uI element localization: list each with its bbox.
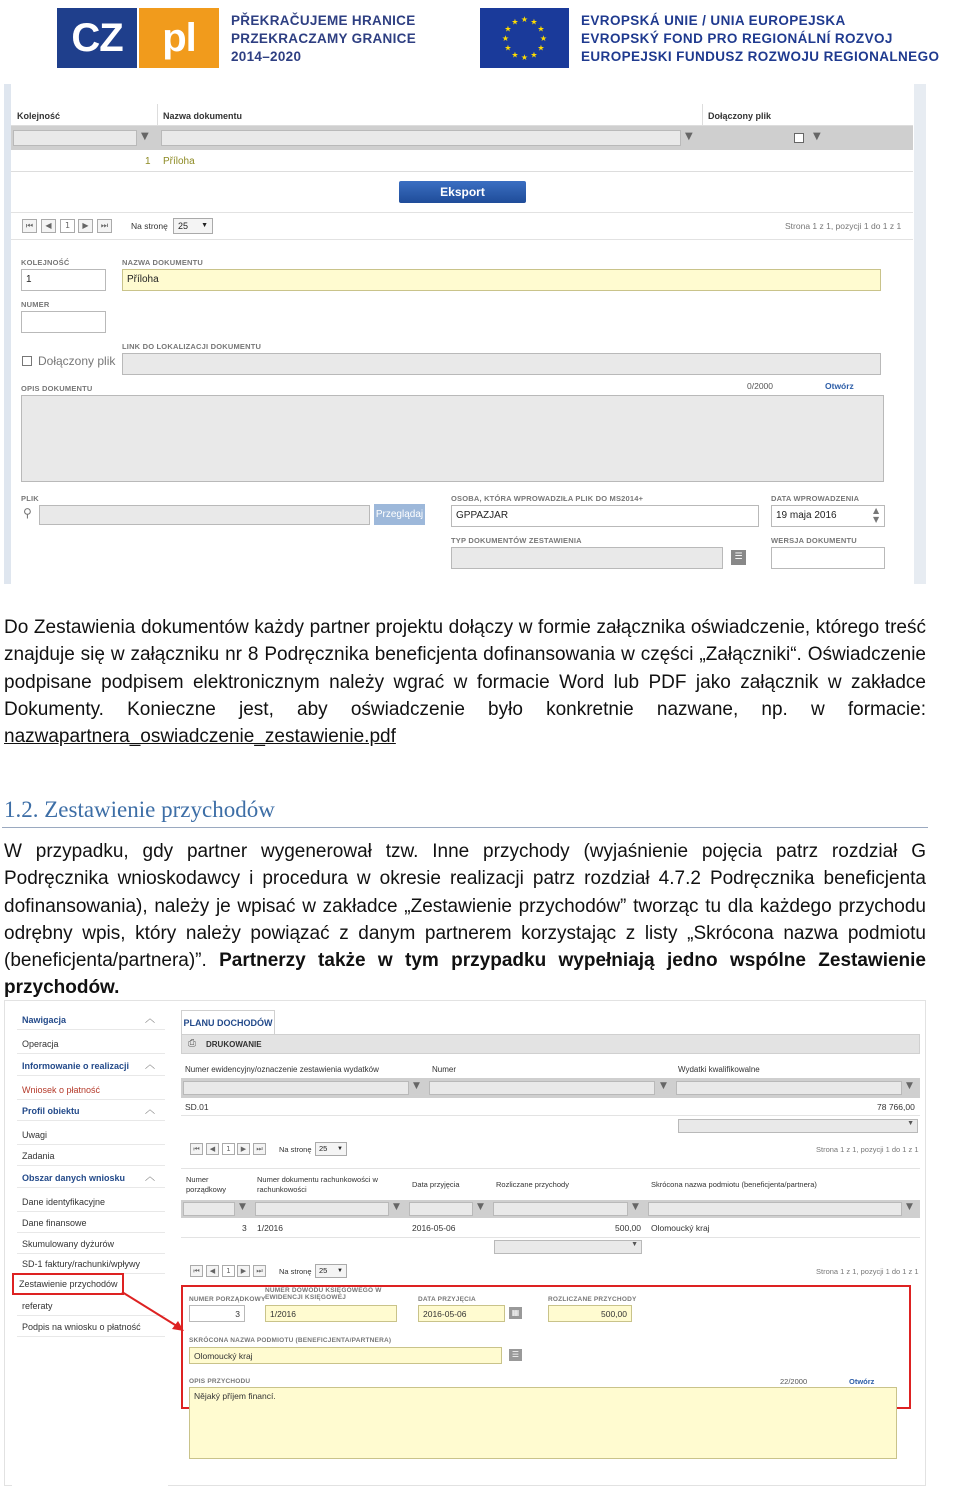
document-name-label: NAZWA DOKUMENTU	[122, 258, 204, 267]
nav-item[interactable]	[17, 1254, 165, 1274]
filter-input[interactable]	[409, 1202, 473, 1216]
settled-income-field[interactable]: 500,00	[548, 1305, 632, 1322]
nav-label: Nawigacja	[22, 1015, 67, 1025]
column-document-name[interactable]: Nazwa dokumentu	[163, 111, 243, 121]
svg-text:★: ★	[504, 24, 512, 34]
partner-name-label: SKRÓCONA NAZWA PODMIOTU (BENEFICJENTA/PARTNERA)	[189, 1337, 392, 1344]
calendar-icon[interactable]: ▦	[509, 1307, 522, 1319]
filter-order-input[interactable]	[13, 130, 137, 146]
nav-label: Operacja	[22, 1039, 59, 1049]
order-number-field[interactable]: 3	[189, 1305, 245, 1322]
prev-page-icon[interactable]: ◀	[206, 1143, 219, 1155]
row-name: Příloha	[163, 156, 195, 167]
filter-icon[interactable]: ▼	[477, 1202, 484, 1212]
filter-input[interactable]	[183, 1202, 235, 1216]
filter-input[interactable]	[493, 1202, 628, 1216]
chevron-down-icon: ▼	[337, 1146, 343, 1152]
paragraph-text: W przypadku, gdy partner wygenerował tzw. Inne przychody (wyjaśnienie pojęcia patrz rozdział G Podręcznika wnioskodawcy i procedura w okresie realizacji patrz rozdział 4.7.2 Podręcznika beneficjenta dofinansowania), należy je wpisać w zakładce „Zestawienie przychodów” tworząc tu dla każdego przychodu odrębny wpis, który należy powiązać z danym partnerem korzystając z listy „Skrócona nazwa podmiotu (beneficjenta/partnera)”.	[4, 841, 926, 972]
attached-file-label: Dołączony plik	[38, 354, 116, 368]
filter-input[interactable]	[429, 1081, 655, 1095]
per-page-label: Na stronę	[131, 221, 168, 231]
chevron-up-icon: ︿	[145, 1172, 155, 1183]
filter-input[interactable]	[255, 1202, 389, 1216]
column-order[interactable]: Kolejność	[17, 111, 61, 121]
program-years: 2014–2020	[231, 49, 302, 64]
svg-text:★: ★	[539, 34, 548, 43]
nav-label: Dane identyfikacyjne	[22, 1197, 106, 1207]
filter-input[interactable]	[648, 1202, 902, 1216]
filter-icon[interactable]: ▼	[413, 1081, 420, 1091]
nav-item[interactable]	[17, 1168, 165, 1188]
paragraph-documents	[4, 614, 926, 750]
chevron-up-icon: ︿	[145, 1014, 155, 1025]
filter-icon[interactable]: ▼	[906, 1081, 913, 1091]
uploader-field: GPPAZJAR	[451, 505, 759, 527]
nav-label: Uwagi	[22, 1130, 48, 1140]
open-link[interactable]: Otwórz	[825, 381, 854, 391]
filter-icon[interactable]: ▼	[393, 1202, 400, 1212]
cell-settled-income: 500,00	[615, 1223, 641, 1233]
per-page-select[interactable]	[315, 1264, 347, 1278]
pager-summary: Strona 1 z 1, pozycji 1 do 1 z 1	[816, 1267, 919, 1276]
nav-item[interactable]	[17, 1234, 165, 1254]
chevron-down-icon: ▼	[631, 1241, 638, 1248]
column-attached-file[interactable]: Dołączony plik	[708, 111, 772, 121]
per-page-value: 25	[319, 1266, 328, 1275]
order-label: KOLEJNOŚĆ	[21, 258, 70, 267]
column-number[interactable]: Numer	[432, 1065, 457, 1074]
accounting-doc-label: NUMER DOWODU KSIĘGOWEGO W EWIDENCJI KSIĘGOWEJ	[265, 1287, 382, 1301]
cell-receipt-date: 2016-05-06	[412, 1223, 456, 1233]
column-order-number[interactable]: Numer porządkowy	[186, 1175, 227, 1194]
nav-item[interactable]	[17, 1034, 165, 1054]
filter-icon[interactable]: ▼	[141, 131, 149, 142]
number-field[interactable]	[21, 311, 106, 333]
eu-line1: EVROPSKÁ UNIE / UNIA EUROPEJSKA	[581, 13, 846, 28]
partner-name-field[interactable]: Olomoucký kraj	[189, 1347, 502, 1364]
svg-text:★: ★	[504, 43, 512, 53]
column-record-number[interactable]: Numer ewidencyjny/oznaczenie zestawienia wydatków	[185, 1065, 379, 1074]
nav-label: Obszar danych wniosku	[22, 1173, 126, 1183]
nav-item-selected[interactable]	[12, 1273, 124, 1295]
pointer-arrow-icon	[118, 1288, 188, 1338]
last-page-icon[interactable]: ⏭	[97, 219, 112, 233]
per-page-label: Na stronę	[279, 1145, 312, 1154]
first-page-icon[interactable]: ⏮	[190, 1265, 203, 1277]
cell-record-number: SD.01	[185, 1102, 209, 1112]
type-label: TYP DOKUMENTÓW ZESTAWIENIA	[451, 536, 582, 545]
toolbar	[181, 1034, 920, 1054]
nav-label: Skumulowany dyżurów	[22, 1239, 115, 1249]
program-line2: PRZEKRACZAMY GRANICE	[231, 31, 417, 46]
prev-page-icon[interactable]: ◀	[206, 1265, 219, 1277]
file-label: PLIK	[21, 494, 39, 503]
description-label: OPIS DOKUMENTU	[21, 384, 93, 393]
column-receipt-date[interactable]: Data przyjęcia	[412, 1180, 460, 1189]
description-field[interactable]	[21, 395, 884, 482]
per-page-value: 25	[178, 221, 189, 231]
nav-label: Podpis na wniosku o płatność	[22, 1322, 141, 1332]
description-counter: 22/2000	[780, 1377, 808, 1386]
print-button[interactable]: DRUKOWANIE	[206, 1040, 262, 1049]
list-icon[interactable]: ☰	[731, 550, 746, 565]
pl-logo: pl	[139, 8, 219, 68]
uploader-label: OSOBA, KTÓRA WPROWADZIŁA PLIK DO MS2014+	[451, 494, 644, 503]
filter-icon[interactable]: ▼	[813, 131, 821, 142]
per-page-label: Na stronę	[279, 1267, 312, 1276]
last-page-icon[interactable]: ⏭	[253, 1265, 266, 1277]
svg-text:★: ★	[511, 50, 519, 60]
svg-text:★: ★	[511, 17, 519, 27]
program-title	[231, 12, 416, 66]
pager-summary: Strona 1 z 1, pozycji 1 do 1 z 1	[816, 1145, 919, 1154]
cell-partner-name: Olomoucký kraj	[651, 1223, 710, 1233]
nav-label: Profil obiektu	[22, 1106, 80, 1116]
nav-item[interactable]	[17, 1146, 165, 1166]
next-page-icon[interactable]: ▶	[237, 1265, 250, 1277]
chevron-up-icon: ︿	[145, 1060, 155, 1071]
paragraph-income	[4, 838, 926, 1002]
cell-eligible-expenses: 78 766,00	[877, 1102, 915, 1112]
paragraph-bold: Partnerzy także w tym przypadku wypełniają jedno wspólne Zestawienie przychodów.	[4, 950, 926, 999]
nav-label: SD-1 faktury/rachunki/wpływy	[22, 1259, 141, 1269]
filter-name-input[interactable]	[161, 130, 681, 146]
nav-item[interactable]	[17, 1080, 165, 1100]
cell-order-number: 3	[242, 1223, 247, 1233]
svg-text:★: ★	[520, 53, 529, 62]
open-link[interactable]: Otwórz	[849, 1377, 875, 1386]
column-eligible-expenses[interactable]: Wydatki kwalifikowalne	[678, 1065, 760, 1074]
nav-item[interactable]	[17, 1213, 165, 1233]
filter-icon[interactable]: ▼	[660, 1081, 667, 1091]
description-counter: 0/2000	[747, 381, 773, 391]
income-description-field[interactable]: Nějaký příjem financí.	[189, 1387, 897, 1459]
next-page-icon[interactable]: ▶	[237, 1143, 250, 1155]
per-page-value: 25	[319, 1144, 328, 1153]
nav-item[interactable]	[17, 1192, 165, 1212]
nav-label: Zestawienie przychodów	[19, 1279, 118, 1289]
receipt-date-label: DATA PRZYJĘCIA	[418, 1296, 476, 1303]
per-page-select[interactable]	[315, 1142, 347, 1156]
scroll-select[interactable]	[494, 1240, 642, 1254]
file-path-field	[39, 505, 370, 525]
accounting-doc-field[interactable]: 1/2016	[265, 1305, 397, 1322]
page-number-input[interactable]: 1	[222, 1265, 235, 1277]
eu-line2: EVROPSKÝ FOND PRO REGIONÁLNÍ ROZVOJ	[581, 31, 893, 46]
date-field: 19 maja 2016	[771, 505, 885, 527]
table-row[interactable]	[181, 1218, 920, 1238]
nav-item[interactable]	[17, 1125, 165, 1145]
link-label: LINK DO LOKALIZACJI DOKUMENTU	[122, 342, 262, 351]
chevron-down-icon: ▼	[201, 222, 208, 229]
svg-text:★: ★	[520, 15, 529, 24]
nav-label: Dane finansowe	[22, 1218, 87, 1228]
filter-input[interactable]	[183, 1081, 409, 1095]
filter-icon[interactable]: ▼	[632, 1202, 639, 1212]
print-icon[interactable]: ⎙	[188, 1038, 196, 1049]
eu-flag-icon	[480, 8, 569, 68]
heading-rule	[2, 827, 928, 828]
first-page-icon[interactable]: ⏮	[22, 219, 37, 233]
filter-icon[interactable]: ▼	[685, 131, 693, 142]
nav-item[interactable]	[17, 1010, 165, 1030]
version-field[interactable]	[771, 547, 885, 569]
tab-income-plan[interactable]: PLANU DOCHODÓW	[181, 1010, 275, 1034]
page-number-input[interactable]: 1	[60, 219, 75, 233]
nav-label: Zadania	[22, 1151, 55, 1161]
page-number-input[interactable]: 1	[222, 1143, 235, 1155]
chevron-up-icon: ︿	[145, 1105, 155, 1116]
link-field[interactable]	[122, 353, 881, 375]
filter-attached-checkbox[interactable]	[794, 133, 804, 143]
prev-page-icon[interactable]: ◀	[41, 219, 56, 233]
last-page-icon[interactable]: ⏭	[253, 1143, 266, 1155]
nav-item[interactable]	[17, 1101, 165, 1121]
paragraph-text: Do Zestawienia dokumentów każdy partner projektu dołączy w formie załącznika oświadczenie, którego treść znajduje się w załączniku nr 8 Podręcznika beneficjenta dofinansowania w części „Załączniki“. Oświadczenie podpisane podpisem elektronicznym należy wgrać w formacie Word lub PDF jako załącznik w zakładce Dokumenty. Konieczne jest, aby oświadczenie było konkretnie nazwane, np. w formacie:	[4, 617, 926, 720]
nav-label: Wniosek o płatność	[22, 1085, 101, 1095]
document-name-field[interactable]: Příloha	[122, 269, 881, 291]
cell-accounting-doc: 1/2016	[257, 1223, 283, 1233]
settled-income-label: ROZLICZANE PRZYCHODY	[548, 1296, 637, 1303]
type-field[interactable]	[451, 547, 723, 569]
version-label: WERSJA DOKUMENTU	[771, 536, 857, 545]
row-order: 1	[145, 156, 151, 167]
filename-link: nazwapartnera_oswiadczenie_zestawienie.pdf	[4, 726, 396, 748]
order-number-label: NUMER PORZĄDKOWY	[189, 1296, 266, 1303]
date-spinner-icon[interactable]: ▲ ▼	[873, 506, 880, 524]
pin-icon: ⚲	[23, 506, 32, 520]
program-line1: PŘEKRAČUJEME HRANICE	[231, 13, 416, 28]
column-accounting-doc[interactable]: Numer dokumentu rachunkowości w rachunkowości	[257, 1175, 378, 1194]
list-icon[interactable]: ☰	[509, 1349, 522, 1361]
svg-text:★: ★	[501, 34, 510, 43]
column-partner-name[interactable]: Skrócona nazwa podmiotu (beneficjenta/partnera)	[651, 1180, 817, 1189]
chevron-down-icon: ▼	[907, 1120, 914, 1127]
number-label: NUMER	[21, 300, 50, 309]
filter-input[interactable]	[676, 1081, 902, 1095]
filter-icon[interactable]: ▼	[906, 1202, 913, 1212]
chevron-down-icon: ▼	[337, 1268, 343, 1274]
eu-title	[581, 12, 939, 66]
nav-item[interactable]	[17, 1056, 165, 1076]
order-field[interactable]: 1	[21, 269, 106, 291]
scroll-select[interactable]	[678, 1119, 918, 1133]
filter-icon[interactable]: ▼	[239, 1202, 246, 1212]
attached-file-checkbox[interactable]	[22, 356, 32, 366]
section-heading: 1.2. Zestawienie przychodów	[4, 797, 275, 822]
first-page-icon[interactable]: ⏮	[190, 1143, 203, 1155]
next-page-icon[interactable]: ▶	[78, 219, 93, 233]
svg-text:★: ★	[530, 50, 538, 60]
documents-table-header	[11, 104, 913, 126]
export-button[interactable]: Eksport	[399, 181, 526, 203]
nav-label: referaty	[22, 1301, 53, 1311]
receipt-date-field[interactable]: 2016-05-06	[418, 1305, 505, 1322]
per-page-select[interactable]	[173, 218, 213, 234]
browse-button[interactable]: Przeglądaj	[374, 504, 425, 525]
table-row[interactable]	[181, 1098, 920, 1116]
cz-logo: CZ	[57, 8, 137, 68]
svg-text:★: ★	[530, 17, 538, 27]
eu-line3: EUROPEJSKI FUNDUSZ ROZWOJU REGIONALNEGO	[581, 49, 940, 64]
nav-label: Informowanie o realizacji	[22, 1061, 130, 1071]
pager-summary: Strona 1 z 1, pozycji 1 do 1 z 1	[785, 221, 902, 231]
income-description-label: OPIS PRZYCHODU	[189, 1378, 251, 1385]
column-settled-income[interactable]: Rozliczane przychody	[496, 1180, 569, 1189]
svg-text:★: ★	[537, 43, 545, 53]
date-label: DATA WPROWADZENIA	[771, 494, 860, 503]
svg-text:★: ★	[537, 24, 545, 34]
